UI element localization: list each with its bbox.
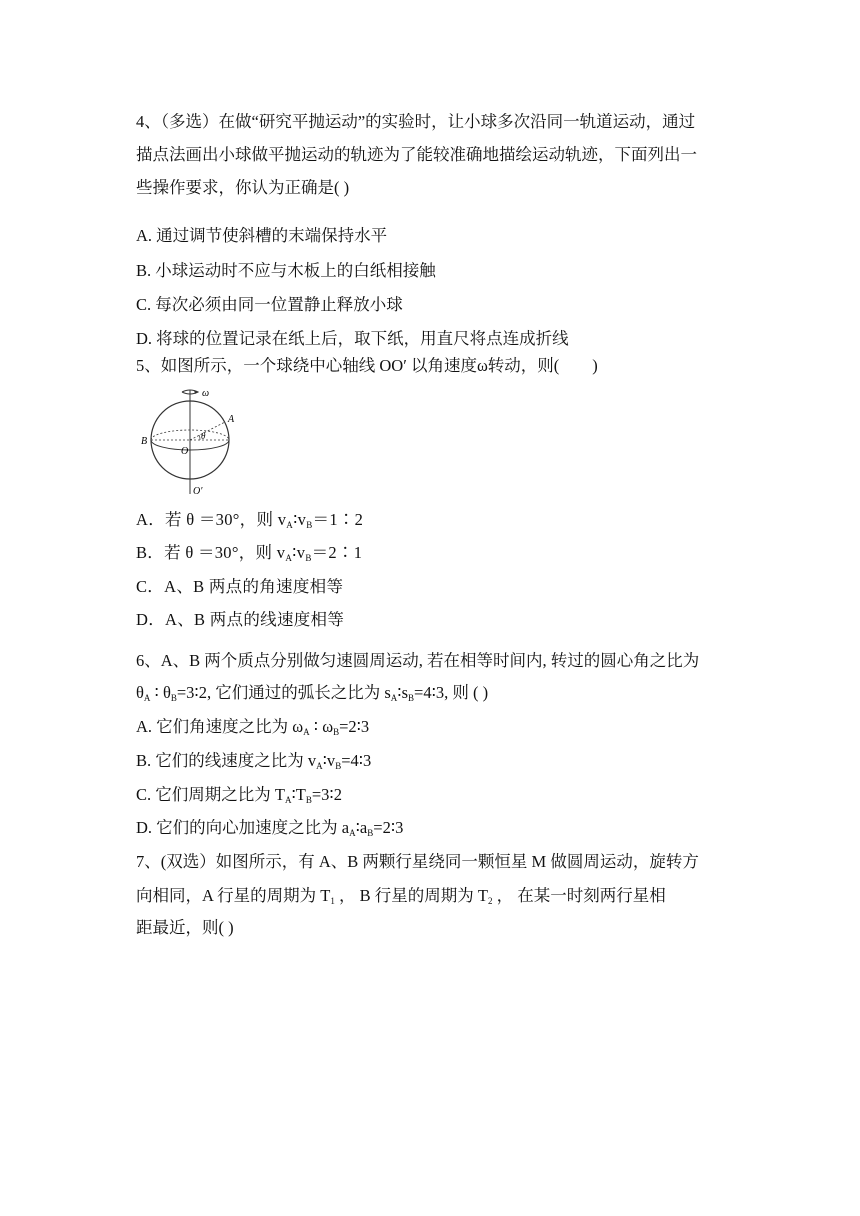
q7-stem-line1: 7、(双选）如图所示，有 A、B 两颗行星绕同一颗恒星 M 做圆周运动，旋转方 xyxy=(136,852,699,871)
q6-option-b: B. 它们的线速度之比为 $v_A∶v_B=4∶3$ xyxy=(136,751,372,771)
point-a-label: A xyxy=(228,414,235,425)
omega-label: ω xyxy=(202,388,210,399)
q7-stem-line2: 向相同，A 行星的周期为 $T_1$ ， B 行星的周期为 $T_2$ ， 在某一时刻两行星相 xyxy=(136,886,666,906)
rotating-sphere-figure xyxy=(138,384,248,499)
theta-label: θ xyxy=(201,431,206,441)
q7-stem-line3: 距最近，则( ) xyxy=(136,918,234,937)
q4-stem-line3: 些操作要求，你认为正确是( ) xyxy=(136,178,350,197)
theta-arc xyxy=(199,435,200,440)
q6-option-a: A. 它们角速度之比为 $\omega_A$ ∶ $\omega_B=2∶3$ xyxy=(136,717,370,737)
q6-option-c: C. 它们周期之比为 $T_A∶T_B=3∶2$ xyxy=(136,785,342,805)
q5-stem: 5、如图所示，一个球绕中心轴线 OO′ 以角速度ω转动，则( ) xyxy=(136,356,598,375)
q4-option-a: A. 通过调节使斜槽的末端保持水平 xyxy=(136,226,388,245)
q4-option-c: C. 每次必须由同一位置静止释放小球 xyxy=(136,295,403,314)
q4-option-d: D. 将球的位置记录在纸上后，取下纸，用直尺将点连成折线 xyxy=(136,329,569,348)
q4-stem-line2: 描点法画出小球做平抛运动的轨迹为了能较准确地描绘运动轨迹，下面列出一 xyxy=(136,145,697,164)
point-b-label: B xyxy=(141,436,148,447)
q5-option-d: D．A、B 两点的线速度相等 xyxy=(136,610,345,629)
q5-option-b: B．若 θ ＝30°，则 $v_A∶v_B=2∶1$ xyxy=(136,543,363,563)
q6-option-d: D. 它们的向心加速度之比为 $a_A∶a_B=2∶3$ xyxy=(136,818,404,838)
q4-option-b: B. 小球运动时不应与木板上的白纸相接触 xyxy=(136,261,436,280)
q6-stem-line1: 6、A、B 两个质点分别做匀速圆周运动, 若在相等时间内, 转过的圆心角之比为 xyxy=(136,651,700,670)
q4-stem-line1: 4、（多选）在做“研究平抛运动”的实验时，让小球多次沿同一轨道运动，通过 xyxy=(136,112,696,131)
q5-option-a: A．若 θ ＝30°，则 $v_A∶v_B=1∶2$ xyxy=(136,510,364,530)
center-o-label: O xyxy=(181,446,189,457)
radius-oa xyxy=(190,422,225,440)
axis-oprime-label: O′ xyxy=(193,486,203,497)
q5-option-c: C．A、B 两点的角速度相等 xyxy=(136,577,344,596)
q6-stem-line2: $\theta_A$ ∶ $\theta_B=3∶2$, 它们通过的弧长之比为 $s_A∶s_B=4∶3$, 则 ( ) xyxy=(136,683,489,703)
